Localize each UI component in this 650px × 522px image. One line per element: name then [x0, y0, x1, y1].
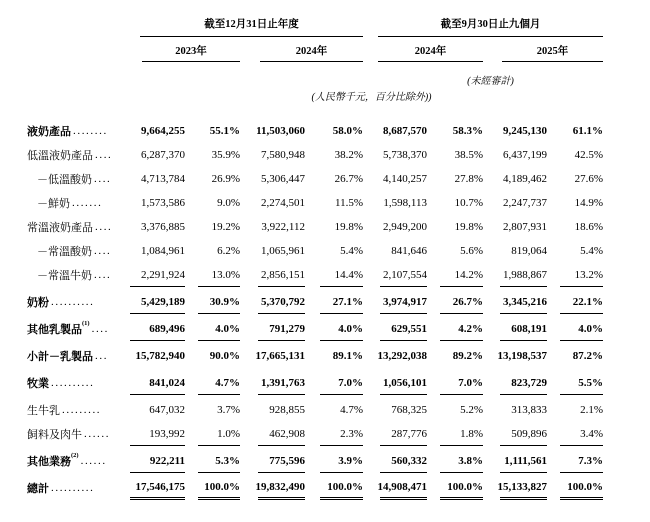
cell-9m2024-value: 14,908,471 — [380, 476, 427, 500]
cell-fy2023-pct: 90.0% — [209, 350, 240, 362]
cell-fy2023-value: 841,024 — [130, 371, 185, 395]
cell-9m2024-value: 287,776 — [380, 422, 427, 446]
footnote-ref: (2) — [71, 452, 79, 459]
cell-fy2023-value: 689,496 — [130, 317, 185, 341]
table-row — [27, 476, 603, 500]
cell-fy2023-pct: 4.7% — [198, 371, 240, 395]
cell-fy2023-value: 6,287,370 — [141, 149, 185, 161]
cell-9m2025-pct: 87.2% — [572, 350, 603, 362]
cell-9m2024-value: 5,738,370 — [383, 149, 427, 161]
row-label — [27, 215, 130, 239]
cell-fy2023-pct: 100.0% — [198, 476, 240, 500]
cell-fy2023-pct: 1.0% — [198, 422, 240, 446]
cell-9m2025-pct: 22.1% — [560, 290, 603, 314]
cell-fy2023-value: 1,084,961 — [141, 245, 185, 257]
cell-fy2024-value: 791,279 — [258, 317, 305, 341]
cell-9m2025-value: 13,198,537 — [497, 350, 547, 362]
row-label-text: 其他乳製品 — [27, 324, 82, 336]
table-row — [27, 263, 603, 287]
cell-9m2024-value: 629,551 — [380, 317, 427, 341]
dot-leader: ......... — [62, 404, 102, 416]
cell-fy2023-pct: 30.9% — [198, 290, 240, 314]
cell-9m2024-value: 3,974,917 — [380, 290, 427, 314]
dot-leader: .... — [94, 269, 112, 281]
currency-unit-note: (人民幣千元，百分比除外)) — [311, 92, 432, 103]
dot-leader: ...... — [80, 455, 107, 467]
row-label-text: 常溫液奶產品 — [27, 222, 93, 234]
cell-9m2024-pct: 58.3% — [452, 125, 483, 137]
row-label-text: 總計 — [27, 483, 49, 495]
cell-fy2024-value: 11,503,060 — [256, 125, 305, 137]
cell-fy2024-pct: 26.7% — [334, 173, 363, 185]
cell-9m2025-pct: 2.1% — [580, 404, 603, 416]
table-row — [27, 398, 603, 422]
cell-fy2024-value: 5,306,447 — [261, 173, 305, 185]
table-row — [27, 119, 603, 143]
cell-9m2024-value: 841,646 — [391, 245, 427, 257]
cell-9m2024-pct: 5.6% — [460, 245, 483, 257]
cell-9m2025-pct: 4.0% — [560, 317, 603, 341]
row-label — [27, 143, 130, 167]
cell-9m2025-value: 823,729 — [500, 371, 547, 395]
dot-leader: ........ — [73, 125, 108, 137]
cell-fy2023-pct: 9.0% — [217, 197, 240, 209]
cell-9m2024-value: 1,598,113 — [383, 197, 427, 209]
table-body — [27, 119, 603, 500]
row-label — [27, 449, 130, 473]
cell-9m2025-value: 15,133,827 — [500, 476, 547, 500]
cell-9m2025-pct: 61.1% — [572, 125, 603, 137]
cell-fy2023-value: 2,291,924 — [130, 263, 185, 287]
cell-fy2023-pct: 13.0% — [198, 263, 240, 287]
row-label-text: 小計－乳製品 — [27, 351, 93, 363]
cell-9m2025-value: 2,247,737 — [503, 197, 547, 209]
row-label-text: 飼料及肉牛 — [27, 429, 82, 441]
cell-9m2025-value: 819,064 — [511, 245, 547, 257]
cell-9m2024-pct: 100.0% — [440, 476, 483, 500]
dot-leader: .... — [94, 173, 112, 185]
cell-9m2024-pct: 19.8% — [454, 221, 483, 233]
cell-fy2024-pct: 38.2% — [334, 149, 363, 161]
cell-fy2023-value: 17,546,175 — [130, 476, 185, 500]
row-label — [27, 119, 130, 143]
table-row — [27, 167, 603, 191]
cell-fy2024-value: 1,391,763 — [258, 371, 305, 395]
table-header — [0, 0, 650, 119]
cell-9m2024-value: 2,949,200 — [383, 221, 427, 233]
cell-fy2024-value: 462,908 — [258, 422, 305, 446]
row-label — [27, 344, 130, 368]
period-group-nine-months-title: 截至9月30日止九個月 — [378, 17, 603, 37]
cell-9m2024-pct: 27.8% — [454, 173, 483, 185]
cell-9m2025-pct: 14.9% — [574, 197, 603, 209]
table-row — [27, 449, 603, 473]
cell-fy2023-pct: 4.0% — [198, 317, 240, 341]
year-col-2024: 2024年 — [260, 43, 363, 62]
row-label-text: 其他業務 — [27, 456, 71, 468]
cell-9m2025-value: 2,807,931 — [503, 221, 547, 233]
table-row — [27, 422, 603, 446]
cell-fy2024-value: 928,855 — [269, 404, 305, 416]
cell-fy2023-value: 4,713,784 — [141, 173, 185, 185]
row-label — [27, 317, 130, 341]
cell-9m2024-value: 1,056,101 — [380, 371, 427, 395]
cell-9m2024-value: 560,332 — [380, 449, 427, 473]
cell-fy2024-value: 19,832,490 — [258, 476, 305, 500]
cell-9m2025-value: 1,111,561 — [500, 449, 547, 473]
cell-fy2023-value: 5,429,189 — [130, 290, 185, 314]
cell-9m2024-pct: 10.7% — [454, 197, 483, 209]
cell-9m2025-pct: 27.6% — [574, 173, 603, 185]
table-row — [27, 239, 603, 263]
cell-9m2025-value: 4,189,462 — [503, 173, 547, 185]
cell-9m2024-pct: 26.7% — [440, 290, 483, 314]
row-label — [27, 422, 130, 446]
table-row — [27, 143, 603, 167]
table-row — [27, 290, 603, 314]
cell-fy2024-pct: 3.9% — [320, 449, 363, 473]
cell-9m2025-pct: 5.5% — [560, 371, 603, 395]
cell-fy2024-pct: 5.4% — [340, 245, 363, 257]
cell-9m2025-value: 9,245,130 — [503, 125, 547, 137]
row-label-text: －常溫牛奶 — [37, 270, 92, 282]
cell-fy2024-value: 5,370,792 — [258, 290, 305, 314]
cell-fy2023-pct: 55.1% — [209, 125, 240, 137]
cell-9m2024-pct: 5.2% — [460, 404, 483, 416]
cell-9m2024-pct: 1.8% — [440, 422, 483, 446]
row-label — [27, 290, 130, 314]
row-label — [27, 398, 130, 422]
row-label — [27, 476, 130, 500]
cell-9m2024-pct: 14.2% — [440, 263, 483, 287]
cell-9m2025-pct: 42.5% — [574, 149, 603, 161]
cell-fy2024-pct: 4.0% — [320, 317, 363, 341]
cell-9m2024-pct: 89.2% — [452, 350, 483, 362]
cell-fy2024-pct: 14.4% — [320, 263, 363, 287]
row-label-text: 液奶產品 — [27, 126, 71, 138]
row-label — [27, 263, 130, 287]
cell-fy2023-pct: 3.7% — [217, 404, 240, 416]
cell-9m2025-value: 608,191 — [500, 317, 547, 341]
row-label-text: 奶粉 — [27, 297, 49, 309]
cell-fy2023-value: 193,992 — [130, 422, 185, 446]
cell-fy2024-value: 2,856,151 — [258, 263, 305, 287]
cell-fy2024-pct: 100.0% — [320, 476, 363, 500]
cell-fy2023-pct: 26.9% — [211, 173, 240, 185]
cell-fy2023-value: 15,782,940 — [135, 350, 185, 362]
cell-fy2024-value: 7,580,948 — [261, 149, 305, 161]
dot-leader: .......... — [51, 482, 95, 494]
cell-fy2023-value: 647,032 — [149, 404, 185, 416]
dot-leader: .... — [95, 221, 113, 233]
row-label — [27, 239, 130, 263]
table-row — [27, 215, 603, 239]
table-row — [27, 317, 603, 341]
cell-fy2024-value: 775,596 — [258, 449, 305, 473]
cell-9m2025-pct: 3.4% — [560, 422, 603, 446]
row-label-text: －鮮奶 — [37, 198, 70, 210]
dot-leader: ... — [95, 350, 109, 362]
footnote-ref: (1) — [82, 320, 90, 327]
cell-fy2024-pct: 19.8% — [334, 221, 363, 233]
cell-9m2024-pct: 7.0% — [440, 371, 483, 395]
dot-leader: .... — [94, 245, 112, 257]
cell-fy2024-pct: 27.1% — [320, 290, 363, 314]
cell-fy2024-value: 3,922,112 — [261, 221, 305, 233]
cell-fy2023-value: 922,211 — [130, 449, 185, 473]
cell-9m2025-pct: 5.4% — [580, 245, 603, 257]
row-label-text: －低溫酸奶 — [37, 174, 92, 186]
cell-fy2024-pct: 89.1% — [332, 350, 363, 362]
cell-9m2025-pct: 18.6% — [574, 221, 603, 233]
dot-leader: ...... — [84, 428, 111, 440]
dot-leader: .......... — [51, 296, 95, 308]
row-label — [27, 167, 130, 191]
cell-fy2023-pct: 6.2% — [217, 245, 240, 257]
row-label-text: －常溫酸奶 — [37, 246, 92, 258]
cell-9m2024-pct: 38.5% — [454, 149, 483, 161]
cell-9m2024-pct: 3.8% — [440, 449, 483, 473]
year-col-9m2025: 2025年 — [502, 43, 603, 62]
cell-fy2023-value: 1,573,586 — [141, 197, 185, 209]
year-col-2023: 2023年 — [142, 43, 240, 62]
row-label — [27, 371, 130, 395]
row-label — [27, 191, 130, 215]
cell-fy2024-pct: 11.5% — [334, 197, 363, 209]
row-label-text: 生牛乳 — [27, 405, 60, 417]
cell-fy2024-value: 17,665,131 — [255, 350, 305, 362]
cell-fy2024-pct: 2.3% — [320, 422, 363, 446]
row-label-text: 牧業 — [27, 378, 49, 390]
cell-fy2024-value: 1,065,961 — [261, 245, 305, 257]
cell-fy2024-pct: 7.0% — [320, 371, 363, 395]
cell-9m2024-value: 13,292,038 — [377, 350, 427, 362]
cell-9m2025-value: 509,896 — [500, 422, 547, 446]
cell-9m2025-pct: 7.3% — [560, 449, 603, 473]
dot-leader: ....... — [72, 197, 103, 209]
period-group-annual-title: 截至12月31日止年度 — [140, 17, 363, 37]
cell-9m2024-value: 2,107,554 — [380, 263, 427, 287]
cell-fy2023-pct: 35.9% — [211, 149, 240, 161]
dot-leader: .... — [95, 149, 113, 161]
cell-fy2023-pct: 5.3% — [198, 449, 240, 473]
cell-9m2024-pct: 4.2% — [440, 317, 483, 341]
cell-9m2024-value: 768,325 — [391, 404, 427, 416]
cell-9m2025-value: 313,833 — [511, 404, 547, 416]
year-col-9m2024: 2024年 — [378, 43, 483, 62]
cell-fy2023-value: 3,376,885 — [141, 221, 185, 233]
dot-leader: .......... — [51, 377, 95, 389]
table-row — [27, 344, 603, 368]
cell-9m2025-value: 6,437,199 — [503, 149, 547, 161]
cell-fy2024-value: 2,274,501 — [261, 197, 305, 209]
cell-9m2025-pct: 13.2% — [560, 263, 603, 287]
table-row — [27, 371, 603, 395]
cell-9m2025-value: 3,345,216 — [500, 290, 547, 314]
unaudited-note: (未經審計) — [467, 76, 514, 87]
table-row — [27, 191, 603, 215]
cell-9m2025-pct: 100.0% — [560, 476, 603, 500]
cell-9m2025-value: 1,988,867 — [500, 263, 547, 287]
cell-9m2024-value: 4,140,257 — [383, 173, 427, 185]
row-label-text: 低溫液奶產品 — [27, 150, 93, 162]
cell-fy2024-pct: 4.7% — [340, 404, 363, 416]
cell-fy2023-pct: 19.2% — [211, 221, 240, 233]
cell-fy2024-pct: 58.0% — [332, 125, 363, 137]
cell-fy2023-value: 9,664,255 — [141, 125, 185, 137]
cell-9m2024-value: 8,687,570 — [383, 125, 427, 137]
dot-leader: .... — [91, 323, 109, 335]
